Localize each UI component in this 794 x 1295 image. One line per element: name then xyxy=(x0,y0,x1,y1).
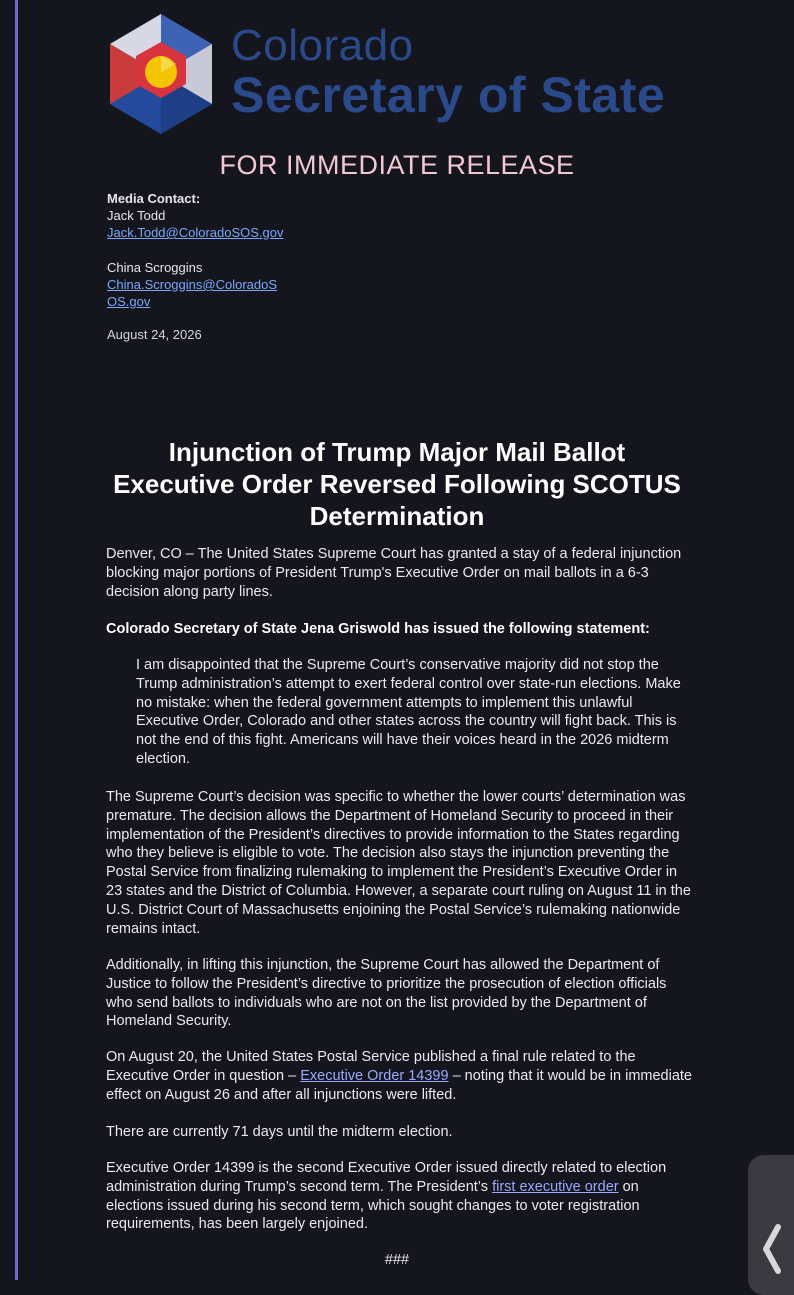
release-date: August 24, 2026 xyxy=(107,327,202,342)
headline-line: Determination xyxy=(309,501,485,531)
logo-text-secretary-of-state: Secretary of State xyxy=(231,67,666,123)
colorado-sos-emblem-icon xyxy=(106,12,216,136)
colorado-sos-logo xyxy=(106,10,666,138)
logo-text-colorado: Colorado xyxy=(231,21,414,70)
contact-name: Jack Todd xyxy=(107,208,166,223)
statement-intro-text: Colorado Secretary of State Jena Griswold has issued the following statement: xyxy=(106,621,650,637)
paragraph-doj: Additionally, in lifting this injunction, the Supreme Court has allowed the Department of Justice to follow the President’s directive to prioritize the prosecution of election officials who send ballots to individuals who are not on the list provided by the Department of Homeland Security. xyxy=(106,957,667,1030)
executive-order-link[interactable]: Executive Order 14399 xyxy=(300,1067,449,1084)
paragraph-days-until: There are currently 71 days until the midterm election. xyxy=(106,1124,453,1140)
first-executive-order-link[interactable]: first executive order xyxy=(492,1178,619,1195)
email-line: OS.gov xyxy=(107,294,151,309)
left-accent-line xyxy=(15,0,18,1280)
contact-name: China Scroggins xyxy=(107,260,203,275)
text-span: on elections issued during his second term, which sought changes to voter registration requirements, has been largely enjoined. xyxy=(106,1178,640,1233)
media-contact-label: Media Contact: xyxy=(107,191,201,206)
text-span: On August 20, the United States Postal Service published a final rule related to the Executive Order in question – xyxy=(106,1049,636,1084)
contact-email-link[interactable]: Jack.Todd@ColoradoSOS.gov xyxy=(107,225,284,240)
headline xyxy=(90,436,704,532)
contact-email-link[interactable] xyxy=(107,277,277,309)
side-panel-handle[interactable] xyxy=(748,1155,794,1295)
paragraph-postal-rule xyxy=(106,1048,696,1104)
text-span: Executive Order 14399 is the second Executive Order issued directly related to election administration during Trump’s second term. The President’s xyxy=(106,1160,667,1195)
end-mark: ### xyxy=(384,1252,410,1268)
paragraph-second-eo xyxy=(106,1159,696,1234)
headline-line: Executive Order Reversed Following SCOTUS xyxy=(113,469,681,499)
chevron-left-icon xyxy=(760,1223,784,1275)
email-line: China.Scroggins@ColoradoS xyxy=(107,277,278,292)
text-span: – noting that it would be in immediate effect on August 26 and after all injunctions were lifted. xyxy=(106,1067,692,1103)
paragraph-intro: Denver, CO – The United States Supreme Court has granted a stay of a federal injunction blocking major portions of President Trump's Executive Order on mail ballots in a 6-3 decision along party lines. xyxy=(106,546,682,600)
griswold-quote: I am disappointed that the Supreme Court’s conservative majority did not stop the Trump administration’s attempt to exert federal control over state-run elections. Make no mistake: when the federal government attempts to implement this unlawful Executive Order, Colorado and other states across the country will fight back. This is not the end of this fight. Americans will have their voices heard in the 2026 midterm election. xyxy=(136,657,681,767)
release-heading: FOR IMMEDIATE RELEASE xyxy=(219,150,575,180)
paragraph-decision: The Supreme Court’s decision was specific to whether the lower courts’ determination was premature. The decision allows the Department of Homeland Security to proceed in their implementation of the President’s directives to provide information to the States regarding who they believe is eligible to vote. The decision also stays the injunction preventing the Postal Service from finalizing rulemaking to implement the President’s Executive Order in 23 states and the District of Columbia. However, a separate court ruling on August 11 in the U.S. District Court of Massachusetts enjoining the Postal Service’s rulemaking nationwide remains intact. xyxy=(106,789,691,937)
second-contact-block xyxy=(107,259,277,310)
statement-intro xyxy=(106,620,696,639)
media-contact-block xyxy=(107,190,284,241)
headline-line: Injunction of Trump Major Mail Ballot xyxy=(168,437,626,467)
